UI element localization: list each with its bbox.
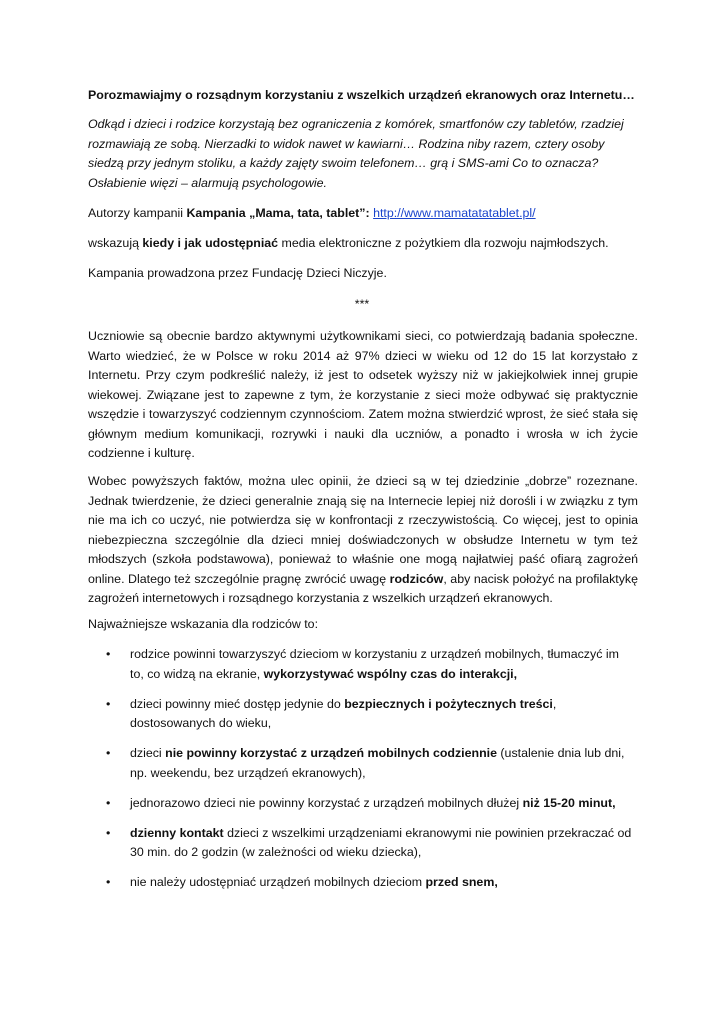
highlight-suffix: media elektroniczne z pożytkiem dla rozwoju najmłodszych. [278,236,609,250]
separator: *** [354,297,370,311]
authors-line [88,204,644,224]
list-item-bold: wykorzystywać wspólny czas do interakcji, [263,666,518,681]
bullet-icon: • [106,696,111,711]
bullet-icon: • [106,647,111,661]
highlight-prefix: wskazują [88,236,143,250]
intro-paragraph: Odkąd i dzieci i rodzice korzystają bez ograniczenia z komórek, smartfonów czy tabletów, rzadziej rozmawiają ze sobą. Nierzadki to widok nawet w kawiarni… Rodzina niby razem, cztery osoby siedzą przy jednym stoliku, a każdy zajęty swoim telefonem… grą i SMS-ami Co to oznacza? Osłabienie więzi – alarmują psychologowie. [88,117,624,190]
authors-prefix: Autorzy kampanii [88,206,187,220]
paragraph-2-before: Wobec powyższych faktów, można ulec opinii, że dzieci są w tej dziedzinie „dobrze” rozeznane. Jednak twierdzenie, że dzieci generalnie znają się na Internecie lepiej niż dorośli i w związku z tym nie ma ich co uczyć, nie potwierdza się w konfrontacji z rzeczywistością. Co więcej, jest to opinia niebezpieczna szczególnie dla dzieci mniej doświadczonych w obsłudze Internetu w tym też młodszych (szkoła podstawowa), ponieważ to właśnie one mogą najłatwiej paść ofiarą zagrożeń online. Dlatego też szczególnie pragnę zwrócić uwagę [88,474,638,586]
list-item-text: dzieci z wszelkimi urządzeniami ekranowymi nie powinien przekraczać od 30 min. do 2 godzin (w zależności od wieku dziecka), [130,825,632,859]
list-item-text: dzieci powinny mieć dostęp jedynie do [130,696,345,711]
list-item-bold: nie powinny korzystać z urządzeń mobilnych codziennie [165,746,497,760]
bullet-icon: • [106,746,111,760]
campaign-link[interactable]: http://www.mamatatatablet.pl/ [373,206,536,220]
paragraph-2-after: , aby nacisk położyć na profilaktykę zagrożeń internetowych i rozsądnego korzystania z wszelkich urządzeń ekranowych. [88,571,638,605]
list-item-bold: przed snem, [425,875,498,889]
campaign-line: Kampania prowadzona przez Fundację Dzieci Niczyje. [88,266,387,280]
list-item [106,794,636,814]
recommendations-list [106,645,636,903]
bullet-icon: • [106,795,111,810]
highlight-line [88,234,644,254]
list-item-bold: niż 15-20 minut, [522,795,616,810]
list-item [106,873,636,893]
list-item-text: , dostosowanych do wieku, [130,696,557,730]
highlight-bold: kiedy i jak udostępniać [142,236,279,250]
list-item-text: nie należy udostępniać urządzeń mobilnych dzieciom [130,875,426,889]
recommendations-lead: Najważniejsze wskazania dla rodziców to: [88,617,319,631]
list-item [106,744,636,783]
list-item [106,645,636,684]
document-title: Porozmawiajmy o rozsądnym korzystaniu z wszelkich urządzeń ekranowych oraz Internetu… [88,88,635,102]
paragraph-2 [88,472,638,609]
paragraph-1: Uczniowie są obecnie bardzo aktywnymi użytkownikami sieci, co potwierdzają badania społeczne. Warto wiedzieć, że w Polsce w roku 2014 aż 97% dzieci w wieku od 12 do 15 lat korzystało z Internetu. Przy czym podkreślić należy, iż jest to odsetek wyższy niż w jakiejkolwiek innej grupie wiekowej. Związane jest to zapewne z tym, że korzystanie z sieci może odbywać się praktycznie wszędzie i towarzyszyć codziennym czynnościom. Zatem można stwierdzić wprost, że sieć stała się głównym medium komunikacji, rozrywki i nauki dla uczniów, a ponadto i wrosła w ich życie codzienne i kulturę. [88,329,638,460]
paragraph-2-bold: rodziców [389,571,444,586]
list-item-text: (ustalenie dnia lub dni, np. weekendu, bez urządzeń ekranowych), [130,746,625,780]
list-item-bold: dzienny kontakt [130,825,224,840]
list-item [106,824,636,863]
list-item [106,695,636,734]
bullet-icon: • [106,875,111,889]
list-item-text: jednorazowo dzieci nie powinny korzystać z urządzeń mobilnych dłużej [130,795,523,810]
campaign-name: Kampania „Mama, tata, tablet”: [186,206,370,220]
list-item-text: dzieci [130,746,166,760]
bullet-icon: • [106,825,111,840]
list-item-text: rodzice powinni towarzyszyć dzieciom w korzystaniu z urządzeń mobilnych, tłumaczyć im to, co widzą na ekranie, [130,647,619,681]
list-item-bold: bezpiecznych i pożytecznych treści [344,696,553,711]
